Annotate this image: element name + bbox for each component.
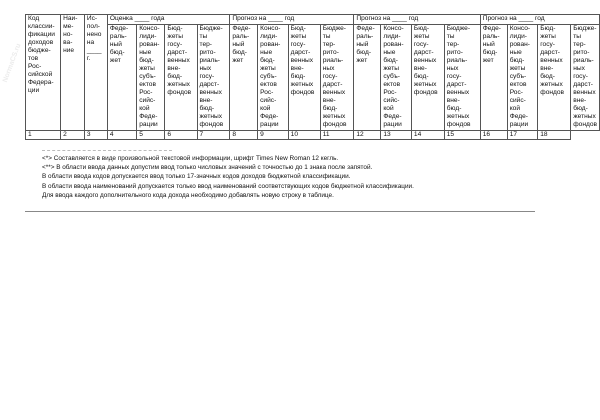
group-header-1: Оценка ____ года bbox=[107, 15, 229, 25]
column-number: 17 bbox=[507, 131, 538, 140]
column-number-row bbox=[26, 131, 600, 140]
subheader-state-extrabudgetary-funds: Бюд- жеты госу- дарст- венных вне- бюд- жетных фондов bbox=[538, 25, 571, 131]
subheader-row bbox=[26, 25, 600, 131]
note-codes: В области ввода кодов допускается ввод только 17-значных кодов доходов бюджетной классификации. bbox=[42, 173, 351, 181]
watermark: NormaCS.ru bbox=[1, 42, 23, 84]
column-header-2: Наи- ме- но- ва- ние bbox=[61, 15, 85, 131]
column-number: 4 bbox=[107, 131, 136, 140]
column-number: 12 bbox=[354, 131, 381, 140]
column-number: 14 bbox=[411, 131, 444, 140]
subheader-regional-budgets: Консо- лиди- рован- ные бюд- жеты субъ- ектов Рос- сийс- кой Феде- рации bbox=[258, 25, 289, 131]
column-number: 16 bbox=[480, 131, 507, 140]
column-number: 10 bbox=[288, 131, 320, 140]
subheader-territorial-extrabudgetary-funds: Бюдже- ты тер- рито- риаль- ных госу- дарст- венных вне- бюд- жетных фондов bbox=[320, 25, 354, 131]
subheader-regional-budgets: Консо- лиди- рован- ные бюд- жеты субъ- ектов Рос- сийс- кой Феде- рации bbox=[137, 25, 165, 131]
group-header-3: Прогноз на ____ год bbox=[354, 15, 480, 25]
subheader-territorial-extrabudgetary-funds: Бюдже- ты тер- рито- риаль- ных госу- дарст- венных вне- бюд- жетных фондов bbox=[197, 25, 230, 131]
note-new-row: Для ввода каждого дополнительного кода дохода необходимо добавлять новую строку в таблице. bbox=[42, 191, 334, 199]
column-number: 2 bbox=[61, 131, 85, 140]
column-number: 13 bbox=[381, 131, 412, 140]
subheader-federal-budget: Феде- раль- ный бюд- жет bbox=[480, 25, 507, 131]
subheader-federal-budget: Феде- раль- ный бюд- жет bbox=[107, 25, 136, 131]
group-header-2: Прогноз на ____ год bbox=[230, 15, 354, 25]
column-number: 11 bbox=[320, 131, 354, 140]
column-number: 9 bbox=[258, 131, 289, 140]
group-header-4: Прогноз на ____ год bbox=[480, 15, 599, 25]
subheader-federal-budget: Феде- раль- ный бюд- жет bbox=[354, 25, 381, 131]
column-number: 1 bbox=[26, 131, 61, 140]
subheader-regional-budgets: Консо- лиди- рован- ные бюд- жеты субъ- ектов Рос- сийс- кой Феде- рации bbox=[507, 25, 538, 131]
subheader-territorial-extrabudgetary-funds: Бюдже- ты тер- рито- риаль- ных госу- дарст- венных вне- бюд- жетных фондов bbox=[571, 25, 600, 131]
column-number: 5 bbox=[137, 131, 165, 140]
subheader-territorial-extrabudgetary-funds: Бюдже- ты тер- рито- риаль- ных госу- дарст- венных вне- бюд- жетных фондов bbox=[444, 25, 480, 131]
column-header-1: Код классии- фикации доходов бюдже- тов Рос- сийской Федера- ции bbox=[26, 15, 61, 131]
header-row bbox=[26, 15, 600, 25]
column-number: 15 bbox=[444, 131, 480, 140]
subheader-regional-budgets: Консо- лиди- рован- ные бюд- жеты субъ- ектов Рос- сийс- кой Феде- рации bbox=[381, 25, 412, 131]
footnote-1: <*> Составляется в виде произвольной текстовой информации, шрифт Times New Roman 12 кегль. bbox=[42, 155, 339, 162]
budget-forecast-table bbox=[25, 14, 600, 140]
footnotes bbox=[42, 150, 414, 200]
column-number: 6 bbox=[165, 131, 197, 140]
column-number: 3 bbox=[84, 131, 107, 140]
subheader-federal-budget: Феде- раль- ный бюд- жет bbox=[230, 25, 258, 131]
column-number: 18 bbox=[538, 131, 571, 140]
subheader-state-extrabudgetary-funds: Бюд- жеты госу- дарст- венных вне- бюд- жетных фондов bbox=[288, 25, 320, 131]
column-number: 7 bbox=[197, 131, 230, 140]
subheader-state-extrabudgetary-funds: Бюд- жеты госу- дарст- венных вне- бюд- жетных фондов bbox=[411, 25, 444, 131]
subheader-state-extrabudgetary-funds: Бюд- жеты госу- дарст- венных вне- бюд- жетных фондов bbox=[165, 25, 197, 131]
column-number: 8 bbox=[230, 131, 258, 140]
bottom-divider bbox=[25, 211, 535, 212]
column-header-3: Ис- пол- нено на ____ г. bbox=[84, 15, 107, 131]
note-names: В области ввода наименований допускается только ввод наименований соответствующих кодов бюджетной классификации. bbox=[42, 182, 414, 190]
footnote-separator bbox=[42, 150, 172, 151]
footnote-2: <**> В области ввода данных допустим ввод только числовых значений с точностью до 1 знака после запятой. bbox=[42, 164, 373, 172]
